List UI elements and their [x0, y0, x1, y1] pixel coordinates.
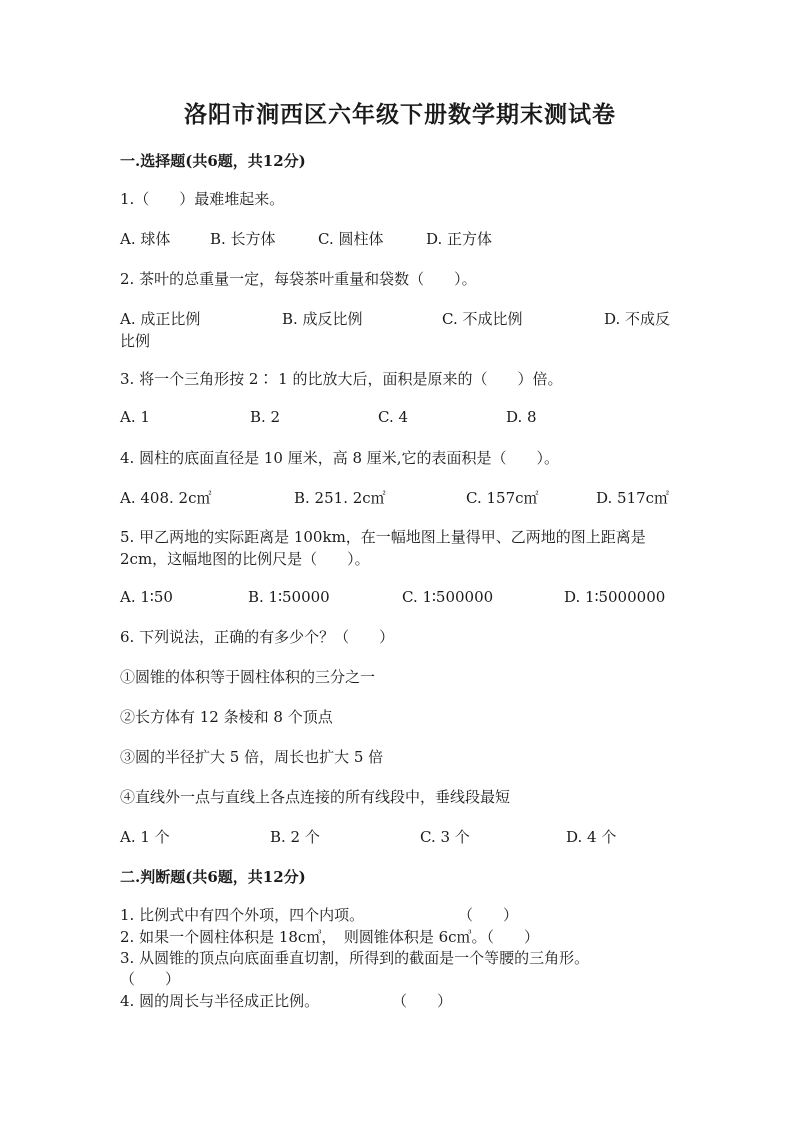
question-4-option-c: C. 157c㎡: [466, 489, 539, 507]
question-1-option-b: B. 长方体: [210, 230, 276, 248]
question-3-option-a: A. 1: [120, 408, 150, 426]
question-1-option-d: D. 正方体: [426, 230, 493, 248]
judge-1-blank: （ ）: [458, 906, 519, 924]
question-2-option-a: A. 成正比例: [120, 310, 201, 328]
judge-4-blank: （ ）: [392, 992, 453, 1010]
question-5-option-b: B. 1∶50000: [248, 588, 330, 606]
question-5-stem-line-2: 2cm，这幅地图的比例尺是（ ）。: [120, 550, 370, 568]
question-2-stem: 2. 茶叶的总重量一定，每袋茶叶重量和袋数（ ）。: [120, 270, 477, 288]
question-6-option-a: A. 1 个: [120, 828, 170, 846]
judge-3-line-1: 3. 从圆锥的顶点向底面垂直切割，所得到的截面是一个等腰的三角形。: [120, 949, 590, 967]
question-4-option-b: B. 251. 2c㎡: [294, 489, 386, 507]
question-6-statement-3: ③圆的半径扩大 5 倍，周长也扩大 5 倍: [120, 748, 384, 766]
judge-3-line-2: （ ）: [120, 970, 181, 988]
section-heading-judge: 二.判断题(共6题，共12分): [120, 868, 306, 886]
judge-2: 2. 如果一个圆柱体积是 18c㎥， 则圆锥体积是 6c㎥。（ ）: [120, 928, 540, 946]
question-1-option-a: A. 球体: [120, 230, 171, 248]
section-heading-choice: 一.选择题(共6题，共12分): [120, 152, 306, 170]
question-6-statement-4: ④直线外一点与直线上各点连接的所有线段中，垂线段最短: [120, 788, 511, 806]
question-5-option-d: D. 1∶5000000: [564, 588, 666, 606]
question-5-stem-line-1: 5. 甲乙两地的实际距离是 100km，在一幅地图上量得甲、乙两地的图上距离是: [120, 528, 646, 546]
question-6-statement-2: ②长方体有 12 条棱和 8 个顶点: [120, 708, 333, 726]
question-2-option-b: B. 成反比例: [282, 310, 363, 328]
question-2-option-d-wrap: 比例: [120, 332, 151, 350]
question-3-option-b: B. 2: [250, 408, 281, 426]
question-4-stem: 4. 圆柱的底面直径是 10 厘米，高 8 厘米,它的表面积是（ ）。: [120, 449, 560, 467]
question-5-option-a: A. 1∶50: [120, 588, 173, 606]
question-6-option-d: D. 4 个: [566, 828, 617, 846]
question-6-statement-1: ①圆锥的体积等于圆柱体积的三分之一: [120, 668, 376, 686]
question-2-option-d: D. 不成反: [604, 310, 671, 328]
page-title: 洛阳市涧西区六年级下册数学期末测试卷: [184, 101, 616, 128]
question-6-option-c: C. 3 个: [420, 828, 470, 846]
judge-4: 4. 圆的周长与半径成正比例。: [120, 992, 320, 1010]
question-6-stem: 6. 下列说法，正确的有多少个？（ ）: [120, 628, 395, 646]
question-2-option-c: C. 不成比例: [442, 310, 523, 328]
judge-1: 1. 比例式中有四个外项，四个内项。: [120, 906, 365, 924]
question-3-option-c: C. 4: [378, 408, 409, 426]
question-3-stem: 3. 将一个三角形按 2∶ 1 的比放大后，面积是原来的（ ）倍。: [120, 370, 563, 388]
question-6-option-b: B. 2 个: [270, 828, 320, 846]
question-4-option-a: A. 408. 2c㎡: [120, 489, 212, 507]
question-1-option-c: C. 圆柱体: [318, 230, 384, 248]
question-4-option-d: D. 517c㎡: [596, 489, 670, 507]
question-5-option-c: C. 1∶500000: [402, 588, 494, 606]
question-1-stem: 1.（ ）最难堆起来。: [120, 190, 285, 208]
question-3-option-d: D. 8: [506, 408, 537, 426]
